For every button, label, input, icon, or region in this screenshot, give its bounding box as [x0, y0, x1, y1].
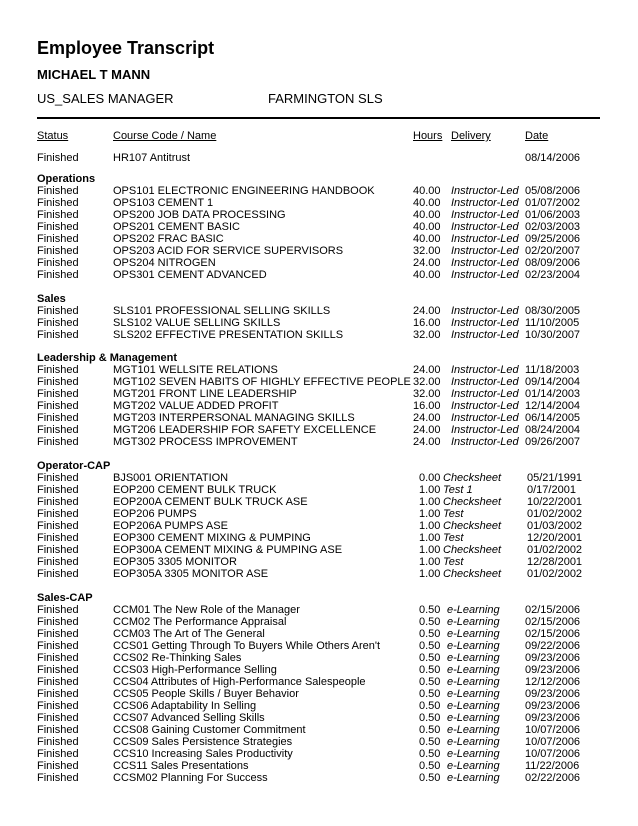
delivery-cell: e-Learning — [447, 760, 500, 772]
status-cell: Finished — [37, 496, 79, 508]
hours-cell: 1.00 — [419, 556, 441, 568]
course-cell: SLS202 EFFECTIVE PRESENTATION SKILLS — [113, 329, 344, 341]
hours-cell: 24.00 — [413, 436, 441, 448]
status-cell: Finished — [37, 700, 79, 712]
hours-cell: 1.00 — [419, 496, 441, 508]
date-cell: 02/20/2007 — [525, 245, 581, 257]
table-row — [0, 640, 638, 652]
hours-cell: 24.00 — [413, 412, 441, 424]
date-cell: 10/07/2006 — [525, 736, 581, 748]
course-cell: SLS102 VALUE SELLING SKILLS — [113, 317, 281, 329]
hours-cell: 0.50 — [419, 760, 441, 772]
date-cell: 02/03/2003 — [525, 221, 581, 233]
course-cell: EOP200 CEMENT BULK TRUCK — [113, 484, 277, 496]
hours-cell: 0.50 — [419, 712, 441, 724]
course-cell: CCS05 People Skills / Buyer Behavior — [113, 688, 299, 700]
status-cell: Finished — [37, 317, 79, 329]
hours-cell: 0.50 — [419, 604, 441, 616]
table-row — [0, 209, 638, 221]
section-heading: Leadership & Management — [37, 352, 177, 364]
table-row — [0, 508, 638, 520]
status-cell: Finished — [37, 209, 79, 221]
hours-cell: 40.00 — [413, 185, 441, 197]
table-row — [0, 197, 638, 209]
date-cell: 06/14/2005 — [525, 412, 581, 424]
course-cell: OPS200 JOB DATA PROCESSING — [113, 209, 286, 221]
table-row — [0, 748, 638, 760]
table-row — [0, 544, 638, 556]
status-cell: Finished — [37, 772, 79, 784]
hours-cell: 0.50 — [419, 676, 441, 688]
delivery-cell: Instructor-Led — [451, 221, 519, 233]
status-cell: Finished — [37, 388, 79, 400]
course-cell: EOP300 CEMENT MIXING & PUMPING — [113, 532, 311, 544]
table-row — [0, 628, 638, 640]
hours-cell: 24.00 — [413, 424, 441, 436]
table-row — [0, 652, 638, 664]
table-row — [0, 221, 638, 233]
course-cell: HR107 Antitrust — [113, 152, 191, 164]
table-row — [0, 400, 638, 412]
status-cell: Finished — [37, 197, 79, 209]
course-cell: CCS04 Attributes of High-Performance Salespeople — [113, 676, 366, 688]
status-cell: Finished — [37, 544, 79, 556]
table-row — [0, 760, 638, 772]
course-cell: BJS001 ORIENTATION — [113, 472, 229, 484]
course-cell: OPS201 CEMENT BASIC — [113, 221, 240, 233]
delivery-cell: Instructor-Led — [451, 269, 519, 281]
column-header-date: Date — [525, 130, 549, 142]
date-cell: 09/26/2007 — [525, 436, 581, 448]
date-cell: 01/02/2002 — [527, 508, 583, 520]
status-cell: Finished — [37, 736, 79, 748]
delivery-cell: Instructor-Led — [451, 424, 519, 436]
section-heading: Operations — [37, 173, 96, 185]
hours-cell: 0.50 — [419, 772, 441, 784]
table-row — [0, 257, 638, 269]
delivery-cell: Instructor-Led — [451, 400, 519, 412]
status-cell: Finished — [37, 640, 79, 652]
section-heading: Sales-CAP — [37, 592, 93, 604]
course-cell: MGT302 PROCESS IMPROVEMENT — [113, 436, 298, 448]
date-cell: 10/22/2001 — [527, 496, 583, 508]
hours-cell: 40.00 — [413, 233, 441, 245]
table-row — [0, 436, 638, 448]
course-cell: OPS101 ELECTRONIC ENGINEERING HANDBOOK — [113, 185, 375, 197]
delivery-cell: e-Learning — [447, 736, 500, 748]
delivery-cell: Instructor-Led — [451, 233, 519, 245]
date-cell: 10/07/2006 — [525, 748, 581, 760]
status-cell: Finished — [37, 724, 79, 736]
delivery-cell: e-Learning — [447, 772, 500, 784]
status-cell: Finished — [37, 652, 79, 664]
date-cell: 01/06/2003 — [525, 209, 581, 221]
course-cell: CCS03 High-Performance Selling — [113, 664, 277, 676]
hours-cell: 1.00 — [419, 484, 441, 496]
hours-cell: 16.00 — [413, 317, 441, 329]
date-cell: 08/30/2005 — [525, 305, 581, 317]
course-cell: CCS01 Getting Through To Buyers While Others Aren't — [113, 640, 381, 652]
hours-cell: 0.50 — [419, 628, 441, 640]
section-heading: Sales — [37, 293, 66, 305]
table-row — [0, 568, 638, 580]
hours-cell: 0.50 — [419, 748, 441, 760]
status-cell: Finished — [37, 185, 79, 197]
page-title: Employee Transcript — [37, 38, 215, 58]
delivery-cell: e-Learning — [447, 700, 500, 712]
table-row — [0, 388, 638, 400]
hours-cell: 40.00 — [413, 197, 441, 209]
course-cell: EOP305 3305 MONITOR — [113, 556, 237, 568]
status-cell: Finished — [37, 400, 79, 412]
table-row — [0, 424, 638, 436]
delivery-cell: Test — [443, 532, 464, 544]
column-header-delivery: Delivery — [451, 130, 491, 142]
date-cell: 10/30/2007 — [525, 329, 581, 341]
table-row — [0, 317, 638, 329]
date-cell: 10/07/2006 — [525, 724, 581, 736]
date-cell: 09/23/2006 — [525, 700, 581, 712]
employee-role: US_SALES MANAGER — [37, 91, 174, 106]
status-cell: Finished — [37, 604, 79, 616]
course-cell: CCSM02 Planning For Success — [113, 772, 268, 784]
delivery-cell: Instructor-Led — [451, 185, 519, 197]
table-row — [0, 329, 638, 341]
date-cell: 11/22/2006 — [525, 760, 580, 772]
status-cell: Finished — [37, 760, 79, 772]
table-row — [0, 305, 638, 317]
hours-cell: 0.00 — [419, 472, 441, 484]
delivery-cell: Instructor-Led — [451, 388, 519, 400]
table-row — [0, 616, 638, 628]
table-row — [0, 520, 638, 532]
column-header-hours: Hours — [413, 130, 443, 142]
course-cell: OPS301 CEMENT ADVANCED — [113, 269, 267, 281]
course-cell: CCS08 Gaining Customer Commitment — [113, 724, 306, 736]
date-cell: 05/08/2006 — [525, 185, 581, 197]
hours-cell: 1.00 — [419, 544, 441, 556]
delivery-cell: e-Learning — [447, 688, 500, 700]
course-cell: MGT203 INTERPERSONAL MANAGING SKILLS — [113, 412, 355, 424]
date-cell: 01/14/2003 — [525, 388, 581, 400]
course-cell: MGT206 LEADERSHIP FOR SAFETY EXCELLENCE — [113, 424, 377, 436]
status-cell: Finished — [37, 376, 79, 388]
delivery-cell: e-Learning — [447, 664, 500, 676]
date-cell: 11/18/2003 — [525, 364, 580, 376]
delivery-cell: e-Learning — [447, 604, 500, 616]
delivery-cell: Instructor-Led — [451, 376, 519, 388]
course-cell: SLS101 PROFESSIONAL SELLING SKILLS — [113, 305, 331, 317]
status-cell: Finished — [37, 472, 79, 484]
course-cell: EOP206 PUMPS — [113, 508, 197, 520]
table-row — [0, 532, 638, 544]
table-row — [0, 604, 638, 616]
table-row — [0, 233, 638, 245]
status-cell: Finished — [37, 233, 79, 245]
table-row — [0, 412, 638, 424]
delivery-cell: Instructor-Led — [451, 436, 519, 448]
date-cell: 08/09/2006 — [525, 257, 581, 269]
status-cell: Finished — [37, 712, 79, 724]
course-cell: OPS204 NITROGEN — [113, 257, 216, 269]
status-cell: Finished — [37, 748, 79, 760]
delivery-cell: Instructor-Led — [451, 412, 519, 424]
hours-cell: 40.00 — [413, 269, 441, 281]
course-cell: MGT202 VALUE ADDED PROFIT — [113, 400, 279, 412]
hours-cell: 0.50 — [419, 688, 441, 700]
date-cell: 02/15/2006 — [525, 628, 581, 640]
table-row — [0, 664, 638, 676]
employee-location: FARMINGTON SLS — [268, 91, 383, 106]
status-cell: Finished — [37, 628, 79, 640]
hours-cell: 24.00 — [413, 305, 441, 317]
table-row — [0, 364, 638, 376]
hours-cell: 32.00 — [413, 376, 441, 388]
date-cell: 09/22/2006 — [525, 640, 581, 652]
date-cell: 02/22/2006 — [525, 772, 581, 784]
delivery-cell: Checksheet — [443, 496, 502, 508]
status-cell: Finished — [37, 245, 79, 257]
status-cell: Finished — [37, 424, 79, 436]
status-cell: Finished — [37, 616, 79, 628]
status-cell: Finished — [37, 520, 79, 532]
table-row — [0, 556, 638, 568]
course-cell: CCS06 Adaptability In Selling — [113, 700, 257, 712]
table-row — [0, 700, 638, 712]
course-cell: CCM03 The Art of The General — [113, 628, 265, 640]
hours-cell: 0.50 — [419, 700, 441, 712]
date-cell: 08/24/2004 — [525, 424, 581, 436]
hours-cell: 0.50 — [419, 736, 441, 748]
table-row — [0, 772, 638, 784]
date-cell: 0/17/2001 — [527, 484, 576, 496]
course-cell: EOP300A CEMENT MIXING & PUMPING ASE — [113, 544, 343, 556]
status-cell: Finished — [37, 664, 79, 676]
delivery-cell: Test — [443, 556, 464, 568]
hours-cell: 1.00 — [419, 568, 441, 580]
table-row — [0, 376, 638, 388]
hours-cell: 1.00 — [419, 532, 441, 544]
delivery-cell: Checksheet — [443, 544, 502, 556]
status-cell: Finished — [37, 568, 79, 580]
hours-cell: 0.50 — [419, 664, 441, 676]
employee-name: MICHAEL T MANN — [37, 67, 151, 82]
delivery-cell: Instructor-Led — [451, 305, 519, 317]
status-cell: Finished — [37, 484, 79, 496]
hours-cell: 24.00 — [413, 364, 441, 376]
delivery-cell: e-Learning — [447, 652, 500, 664]
delivery-cell: e-Learning — [447, 640, 500, 652]
date-cell: 01/07/2002 — [525, 197, 581, 209]
status-cell: Finished — [37, 676, 79, 688]
course-cell: EOP200A CEMENT BULK TRUCK ASE — [113, 496, 308, 508]
date-cell: 02/15/2006 — [525, 616, 581, 628]
delivery-cell: e-Learning — [447, 748, 500, 760]
course-cell: OPS203 ACID FOR SERVICE SUPERVISORS — [113, 245, 344, 257]
date-cell: 09/25/2006 — [525, 233, 581, 245]
date-cell: 11/10/2005 — [525, 317, 580, 329]
status-cell: Finished — [37, 329, 79, 341]
course-cell: CCS11 Sales Presentations — [113, 760, 249, 772]
delivery-cell: e-Learning — [447, 676, 500, 688]
delivery-cell: Checksheet — [443, 568, 502, 580]
hours-cell: 1.00 — [419, 508, 441, 520]
status-cell: Finished — [37, 364, 79, 376]
date-cell: 01/02/2002 — [527, 544, 583, 556]
table-row — [0, 484, 638, 496]
date-cell: 08/14/2006 — [525, 152, 581, 164]
course-cell: OPS202 FRAC BASIC — [113, 233, 224, 245]
delivery-cell: Instructor-Led — [451, 197, 519, 209]
status-cell: Finished — [37, 436, 79, 448]
course-cell: EOP206A PUMPS ASE — [113, 520, 228, 532]
hours-cell: 40.00 — [413, 221, 441, 233]
date-cell: 01/03/2002 — [527, 520, 583, 532]
delivery-cell: Test — [443, 508, 464, 520]
course-cell: CCM02 The Performance Appraisal — [113, 616, 287, 628]
date-cell: 05/21/1991 — [527, 472, 583, 484]
course-cell: OPS103 CEMENT 1 — [113, 197, 214, 209]
delivery-cell: Instructor-Led — [451, 257, 519, 269]
date-cell: 01/02/2002 — [527, 568, 583, 580]
delivery-cell: Test 1 — [443, 484, 473, 496]
status-cell: Finished — [37, 221, 79, 233]
date-cell: 12/14/2004 — [525, 400, 581, 412]
table-row — [0, 472, 638, 484]
hours-cell: 32.00 — [413, 329, 441, 341]
delivery-cell: e-Learning — [447, 724, 500, 736]
delivery-cell: e-Learning — [447, 616, 500, 628]
status-cell: Finished — [37, 688, 79, 700]
delivery-cell: Instructor-Led — [451, 209, 519, 221]
status-cell: Finished — [37, 257, 79, 269]
delivery-cell: Instructor-Led — [451, 364, 519, 376]
hours-cell: 0.50 — [419, 640, 441, 652]
section-heading: Operator-CAP — [37, 460, 111, 472]
hours-cell: 0.50 — [419, 652, 441, 664]
status-cell: Finished — [37, 269, 79, 281]
table-row — [0, 152, 638, 164]
table-row — [0, 676, 638, 688]
delivery-cell: e-Learning — [447, 712, 500, 724]
date-cell: 02/23/2004 — [525, 269, 581, 281]
date-cell: 09/23/2006 — [525, 712, 581, 724]
table-row — [0, 496, 638, 508]
course-cell: CCS07 Advanced Selling Skills — [113, 712, 265, 724]
course-cell: CCS02 Re-Thinking Sales — [113, 652, 242, 664]
hours-cell: 1.00 — [419, 520, 441, 532]
course-cell: CCS10 Increasing Sales Productivity — [113, 748, 293, 760]
column-header-status: Status — [37, 130, 69, 142]
status-cell: Finished — [37, 305, 79, 317]
column-header-course: Course Code / Name — [113, 130, 217, 142]
table-row — [0, 736, 638, 748]
hours-cell: 0.50 — [419, 724, 441, 736]
hours-cell: 24.00 — [413, 257, 441, 269]
table-row — [0, 688, 638, 700]
course-cell: CCM01 The New Role of the Manager — [113, 604, 300, 616]
hours-cell: 16.00 — [413, 400, 441, 412]
delivery-cell: Instructor-Led — [451, 245, 519, 257]
status-cell: Finished — [37, 508, 79, 520]
course-cell: MGT102 SEVEN HABITS OF HIGHLY EFFECTIVE PEOPLE — [113, 376, 411, 388]
hours-cell: 32.00 — [413, 388, 441, 400]
delivery-cell: Instructor-Led — [451, 329, 519, 341]
hours-cell: 0.50 — [419, 616, 441, 628]
date-cell: 02/15/2006 — [525, 604, 581, 616]
course-cell: MGT101 WELLSITE RELATIONS — [113, 364, 278, 376]
course-cell: CCS09 Sales Persistence Strategies — [113, 736, 293, 748]
delivery-cell: Instructor-Led — [451, 317, 519, 329]
status-cell: Finished — [37, 152, 79, 164]
status-cell: Finished — [37, 556, 79, 568]
table-row — [0, 185, 638, 197]
hours-cell: 32.00 — [413, 245, 441, 257]
hours-cell: 40.00 — [413, 209, 441, 221]
delivery-cell: Checksheet — [443, 472, 502, 484]
course-cell: EOP305A 3305 MONITOR ASE — [113, 568, 269, 580]
delivery-cell: Checksheet — [443, 520, 502, 532]
date-cell: 12/28/2001 — [527, 556, 583, 568]
date-cell: 09/23/2006 — [525, 688, 581, 700]
date-cell: 12/20/2001 — [527, 532, 583, 544]
status-cell: Finished — [37, 412, 79, 424]
delivery-cell: e-Learning — [447, 628, 500, 640]
date-cell: 09/14/2004 — [525, 376, 581, 388]
table-row — [0, 245, 638, 257]
table-row — [0, 269, 638, 281]
table-row — [0, 712, 638, 724]
status-cell: Finished — [37, 532, 79, 544]
date-cell: 09/23/2006 — [525, 664, 581, 676]
date-cell: 12/12/2006 — [525, 676, 581, 688]
course-cell: MGT201 FRONT LINE LEADERSHIP — [113, 388, 297, 400]
table-row — [0, 724, 638, 736]
date-cell: 09/23/2006 — [525, 652, 581, 664]
